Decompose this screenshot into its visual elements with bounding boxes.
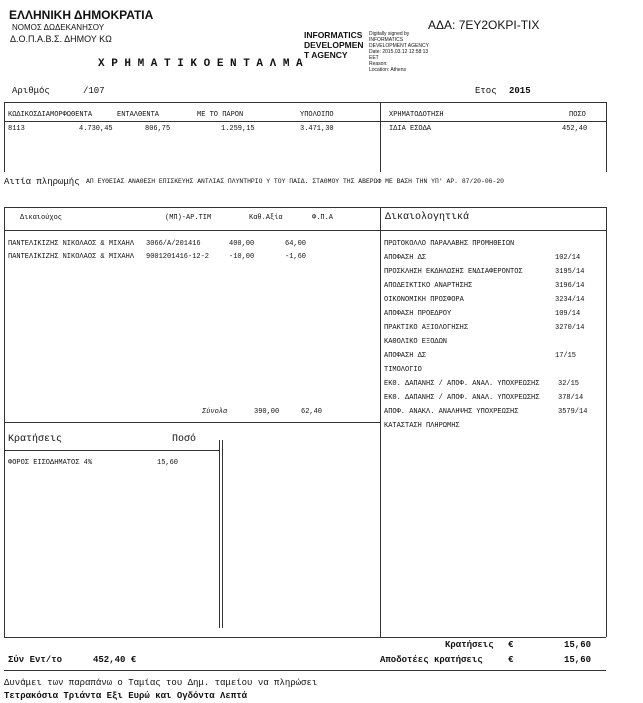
number-value: /107	[83, 86, 105, 96]
beneficiary-sum-vat: 62,40	[301, 408, 323, 416]
beneficiary-name: ΠΑΝΤΕΛΙΚΙΖΗΣ ΝΙΚΟΛΑΟΣ & ΜΙΧΑΗΛ	[8, 253, 135, 261]
budget-right-border	[606, 102, 607, 172]
list-item: ΑΠΟΦ. ΑΝΑΚΛ. ΑΝΑΛΗΨΗΣ ΥΠΟΧΡΕΩΣΗΣ	[384, 408, 519, 416]
beneficiary-name: ΠΑΝΤΕΛΙΚΙΖΗΣ ΝΙΚΟΛΑΟΣ & ΜΙΧΑΗΛ	[8, 240, 135, 248]
funding-amount-header: ΠΟΣΟ	[569, 111, 586, 119]
totals-bottom-line	[4, 670, 606, 671]
budget-header-entalthenta: ΕΝΤΑΛΘΕΝΤΑ	[117, 111, 160, 119]
list-item: ΠΡΑΚΤΙΚΟ ΑΞΙΟΛΟΓΗΣΗΣ	[384, 324, 469, 332]
totals-kratiseis-value: 15,60	[564, 640, 592, 650]
list-item-value: 17/15	[555, 352, 577, 360]
budget-entalthenta-value: 806,75	[145, 125, 171, 133]
list-item-value: 109/14	[555, 310, 581, 318]
beneficiary-vat: -1,60	[285, 253, 307, 261]
country-header: ΕΛΛΗΝΙΚΗ ΔΗΜΟΚΡΑΤΙΑ	[9, 8, 154, 22]
list-item-value: 3270/14	[555, 324, 585, 332]
totals-apodotees-currency: €	[508, 655, 514, 665]
year-value: 2015	[509, 86, 531, 96]
list-item: ΚΑΘΟΛΙΚΟ ΕΞΟΔΩΝ	[384, 338, 448, 346]
budget-ypoloipo-value: 3.471,30	[300, 125, 334, 133]
beneficiary-value: -10,00	[229, 253, 255, 261]
budget-me-to-paron-value: 1.259,15	[221, 125, 255, 133]
totals-sum-label: Σύν Εντ/το	[8, 655, 63, 665]
signature-stamp-details: Digitally signed by INFORMATICS DEVELOPMENT AGENCY Date: 2015.03.12 12:58:13 EET Reason: Location: Athens	[369, 31, 429, 73]
ada-code: ΑΔΑ: 7ΕΥ2ΟΚΡΙ-ΤΙΧ	[428, 18, 540, 32]
list-item: ΟΙΚΟΝΟΜΙΚΗ ΠΡΟΣΦΟΡΑ	[384, 296, 464, 304]
organization-header: Δ.Ο.Π.Α.Β.Σ. ΔΗΜΟΥ ΚΩ	[10, 34, 112, 44]
supporting-docs-title: Δικαιολογητικά	[385, 212, 470, 223]
beneficiary-header-name: Δικαιούχος	[20, 214, 63, 222]
list-item-value: 3195/14	[555, 268, 585, 276]
list-item-value: 378/14	[558, 394, 584, 402]
list-item-value: 3234/14	[555, 296, 585, 304]
withholding-label: ΦΟΡΟΣ ΕΙΣΟΔΗΜΑΤΟΣ 4%	[8, 459, 93, 467]
beneficiary-vat: 64,00	[285, 240, 307, 248]
totals-apodotees-label: Αποδοτέες κρατήσεις	[380, 655, 483, 665]
list-item-value: 102/14	[555, 254, 581, 262]
withholdings-title: Κρατήσεις	[8, 434, 63, 445]
main-right-border	[606, 207, 607, 637]
signature-stamp-org: INFORMATICS DEVELOPMEN T AGENCY	[304, 30, 364, 60]
totals-apodotees-value: 15,60	[564, 655, 592, 665]
budget-top-line	[4, 102, 606, 103]
footer-amount-in-words: Τετρακόσια Τριάντα Εξι Ευρώ και Ογδόντα Λεπτά	[4, 691, 248, 701]
beneficiaries-header-line	[4, 230, 606, 231]
beneficiary-invoice: 3066/Α/201416	[146, 240, 201, 248]
number-label: Αριθμός	[12, 86, 50, 96]
main-divider	[380, 207, 381, 637]
list-item: ΕΚΘ. ΔΑΠΑΝΗΣ / ΑΠΟΦ. ΑΝΑΛ. ΥΠΟΧΡΕΩΣΗΣ	[384, 394, 540, 402]
list-item: ΑΠΟΔΕΙΚΤΙΚΟ ΑΝΑΡΤΗΣΗΣ	[384, 282, 473, 290]
totals-top-line	[4, 637, 606, 638]
withholdings-divider-inner	[222, 440, 223, 628]
beneficiaries-bottom-line	[4, 422, 380, 423]
cause-label: Αιτία πληρωμής	[4, 177, 80, 187]
footer-instruction: Δυνάμει των παραπάνω ο Ταμίας του Δημ. ταμείου να πληρώσει	[4, 678, 318, 688]
beneficiary-header-vat: Φ.Π.Α	[312, 214, 334, 222]
beneficiary-sum-label: Σύνολα	[202, 408, 228, 416]
budget-header-ypoloipo: ΥΠΟΛΟΙΠΟ	[300, 111, 334, 119]
list-item: ΠΡΩΤΟΚΟΛΛΟ ΠΑΡΑΛΑΒΗΣ ΠΡΟΜΗΘΕΙΩΝ	[384, 240, 515, 248]
list-item: ΑΠΟΦΑΣΗ ΔΣ	[384, 254, 427, 262]
budget-divider	[380, 102, 381, 172]
totals-kratiseis-currency: €	[508, 640, 514, 650]
totals-sum-value: 452,40 €	[93, 655, 137, 665]
list-item: ΠΡΟΣΚΛΗΣΗ ΕΚΔΗΛΩΣΗΣ ΕΝΔΙΑΦΕΡΟΝΤΟΣ	[384, 268, 523, 276]
list-item-value: 32/15	[558, 380, 580, 388]
beneficiary-header-value: Καθ.Αξία	[249, 214, 283, 222]
funding-header: ΧΡΗΜΑΤΟΔΟΤΗΣΗ	[389, 111, 444, 119]
year-label: Ετος	[475, 86, 497, 96]
list-item: ΤΙΜΟΛΟΓΙΟ	[384, 366, 422, 374]
budget-left-border	[4, 102, 5, 172]
beneficiary-sum-value: 390,00	[254, 408, 280, 416]
list-item: ΕΚΘ. ΔΑΠΑΝΗΣ / ΑΠΟΦ. ΑΝΑΛ. ΥΠΟΧΡΕΩΣΗΣ	[384, 380, 540, 388]
beneficiaries-top-line	[4, 207, 606, 208]
budget-header-diamorfothenta: ΚΩΔΙΚΟΣΔΙΑΜΟΡΦΩΘΕΝΤΑ	[8, 111, 93, 119]
list-item: ΚΑΤΑΣΤΑΣΗ ΠΛΗΡΩΜΗΣ	[384, 422, 460, 430]
withholding-amount: 15,60	[157, 459, 179, 467]
list-item: ΑΠΟΦΑΣΗ ΠΡΟΕΔΡΟΥ	[384, 310, 452, 318]
withholdings-header-line	[4, 450, 219, 451]
withholdings-amount-header: Ποσό	[172, 434, 197, 445]
document-title: Χ Ρ Η Μ Α Τ Ι Κ Ο Ε Ν Τ Α Λ Μ Α	[98, 58, 303, 70]
budget-code: 8113	[8, 125, 25, 133]
beneficiary-header-invoice: (ΜΠ)-ΑΡ.ΤΙΜ	[165, 214, 212, 222]
list-item-value: 3196/14	[555, 282, 585, 290]
totals-kratiseis-label: Κρατήσεις	[445, 640, 494, 650]
prefecture-header: ΝΟΜΟΣ ΔΩΔΕΚΑΝΗΣΟΥ	[12, 23, 105, 32]
withholdings-divider-outer	[219, 440, 220, 628]
beneficiary-value: 400,00	[229, 240, 255, 248]
budget-header-me-to-paron: ΜΕ ΤΟ ΠΑΡΟΝ	[197, 111, 244, 119]
funding-amount: 452,40	[562, 125, 588, 133]
budget-header-line	[4, 121, 380, 122]
list-item: ΑΠΟΦΑΣΗ ΔΣ	[384, 352, 427, 360]
budget-diamorfothenta-value: 4.730,45	[79, 125, 113, 133]
cause-text: ΑΠ ΕΥΘΕΙΑΣ ΑΝΑΘΕΣΗ ΕΠΙΣΚΕΥΗΣ ΑΝΤΛΙΑΣ ΠΛΥΝΤΗΡΙΟ Υ ΤΟΥ ΠΑΙΔ. ΣΤΑΘΜΟΥ ΤΗΣ ΑΒΕΡΩΦ ΜΕ ΒΑΣΗ ΤΗΝ ΥΠ' ΑΡ. 87/20-06-20	[86, 178, 505, 185]
beneficiary-invoice: 9001201416-12-2	[146, 253, 210, 261]
list-item-value: 3579/14	[558, 408, 588, 416]
funding-source: ΙΔΙΑ ΕΣΟΔΑ	[389, 125, 432, 133]
funding-header-line	[380, 121, 606, 122]
